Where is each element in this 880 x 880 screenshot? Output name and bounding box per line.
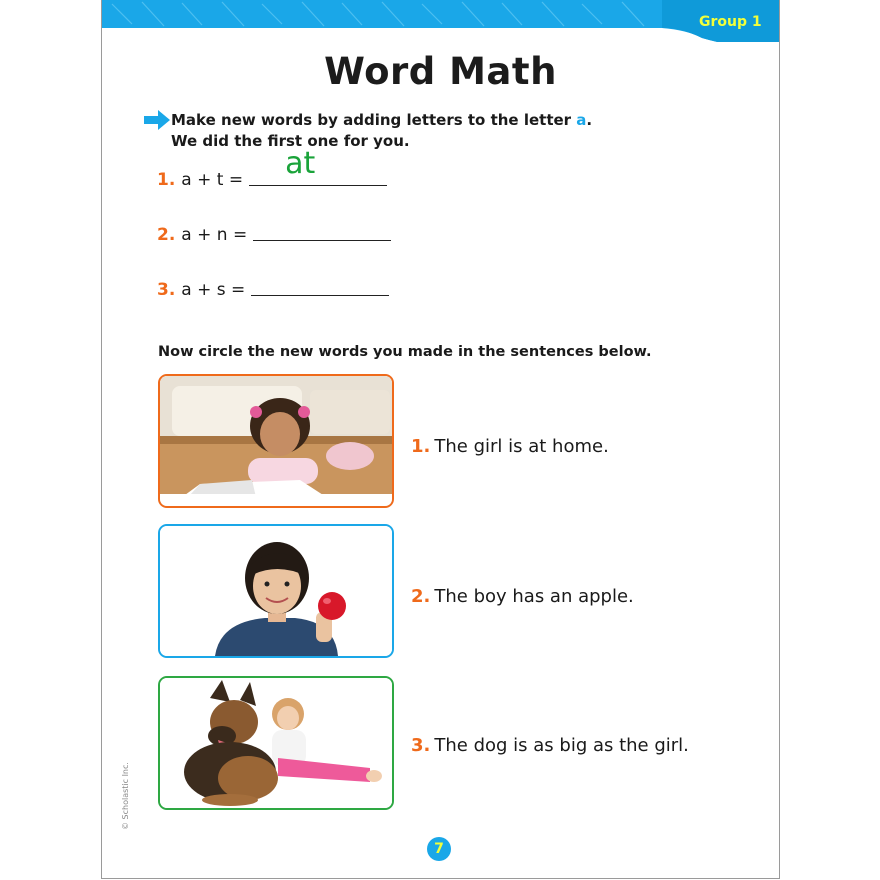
instructions-line-1: Make new words by adding letters to the letter a.: [171, 111, 593, 129]
arrow-right-icon: [144, 110, 170, 130]
girl-reading-photo: [158, 374, 394, 508]
header-band: [102, 0, 779, 42]
dog-girl-photo: [158, 676, 394, 810]
answer-blank-1[interactable]: [249, 146, 387, 186]
answer-blank-2[interactable]: [253, 238, 391, 241]
page-title: Word Math: [324, 50, 557, 93]
equation-2: 2. a + n =: [157, 225, 391, 245]
instructions-line-2: We did the first one for you.: [171, 132, 410, 150]
boy-apple-photo: [158, 524, 394, 658]
sentence-2-text[interactable]: The boy has an apple.: [434, 586, 634, 607]
circle-instructions: Now circle the new words you made in the sentences below.: [158, 344, 652, 360]
answer-blank-3[interactable]: [251, 293, 389, 296]
copyright-text: © Scholastic Inc.: [121, 762, 130, 830]
group-label: Group 1: [699, 14, 762, 30]
sentence-2: 2. The boy has an apple.: [411, 586, 634, 607]
sentence-3: 3. The dog is as big as the girl.: [411, 735, 689, 756]
sentence-1-text[interactable]: The girl is at home.: [434, 436, 609, 457]
instructions: [171, 110, 592, 152]
equation-3: 3. a + s =: [157, 280, 389, 300]
sentence-3-text[interactable]: The dog is as big as the girl.: [434, 735, 689, 756]
page-number-badge: 7: [427, 837, 451, 861]
equation-1: 1. a + t = at: [157, 170, 387, 190]
sentence-1: 1. The girl is at home.: [411, 436, 609, 457]
answer-1: at: [285, 146, 316, 181]
worksheet-page: [101, 0, 780, 879]
